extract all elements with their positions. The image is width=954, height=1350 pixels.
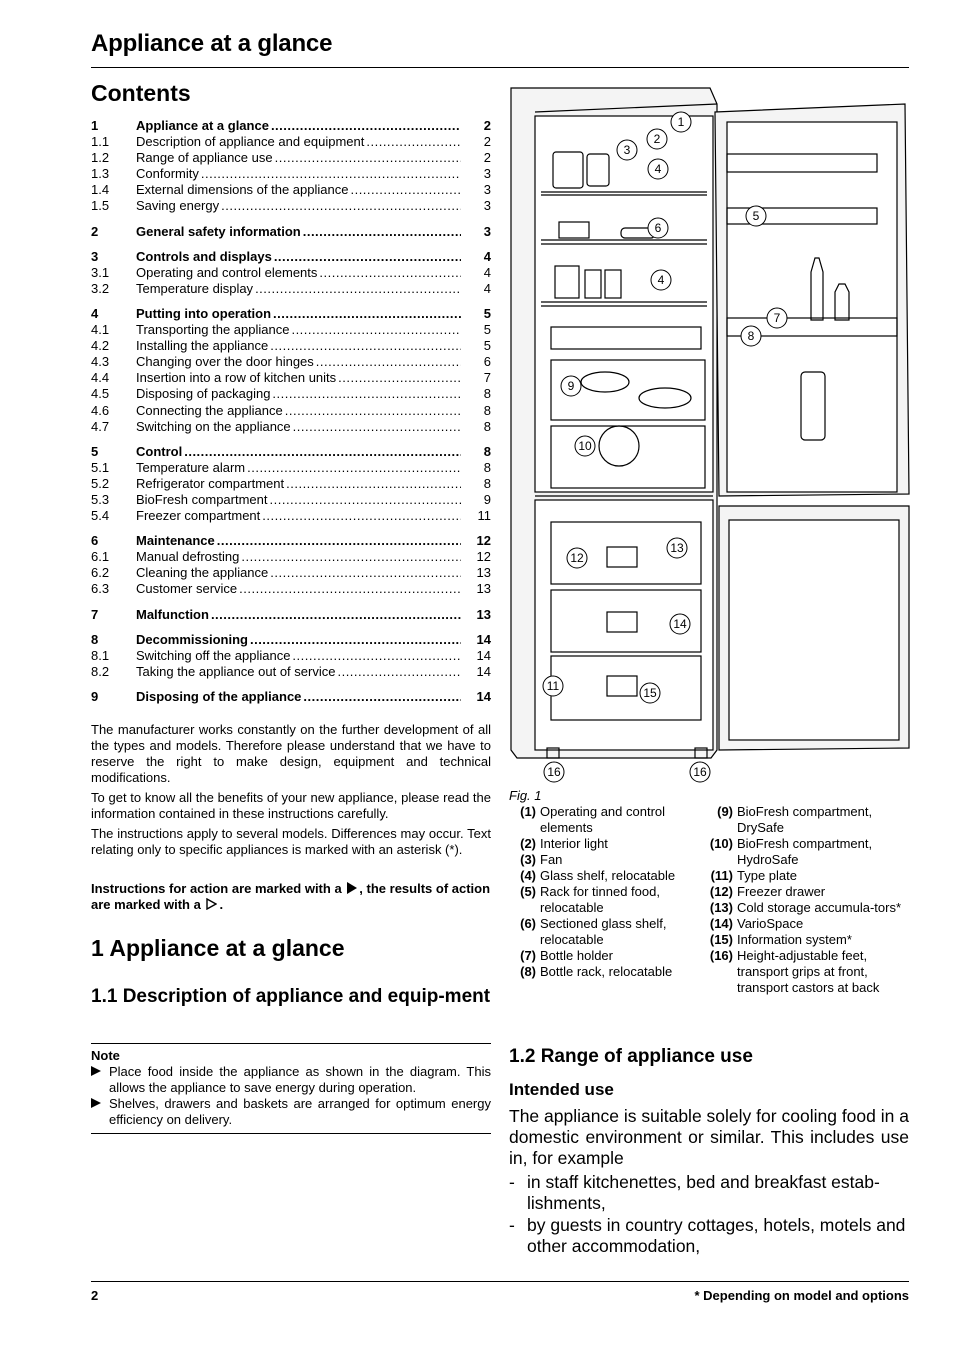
- toc-title: Controls and displays: [136, 248, 272, 264]
- toc-page: 14: [476, 631, 491, 647]
- toc-number: 1.2: [91, 150, 110, 166]
- toc-title: Insertion into a row of kitchen units: [136, 370, 337, 386]
- toc-page: 14: [476, 688, 491, 704]
- toc-leader: [292, 648, 461, 664]
- toc-leader: [270, 565, 461, 581]
- toc-page: 8: [483, 475, 491, 491]
- toc-leader: [338, 370, 461, 386]
- svg-text:7: 7: [773, 311, 781, 325]
- section-1-2-heading: 1.2 Range of appliance use: [509, 1046, 753, 1067]
- page-header-title: Appliance at a glance: [91, 30, 333, 57]
- callout: [575, 436, 595, 456]
- callout: [647, 129, 667, 149]
- toc-leader: [275, 150, 461, 166]
- header-rule: [91, 67, 909, 68]
- toc-entry[interactable]: [91, 632, 491, 648]
- toc-title: Freezer compartment: [136, 508, 261, 524]
- toc-title: Refrigerator compartment: [136, 475, 285, 491]
- toc-page: 13: [476, 565, 491, 581]
- toc-number: 4.1: [91, 322, 110, 338]
- toc-number: 5.1: [91, 459, 110, 475]
- toc-title: Maintenance: [136, 533, 215, 549]
- toc-group: [91, 306, 491, 435]
- callout: [648, 159, 668, 179]
- intro-paragraph-1: The manufacturer works constantly on the further development of all the types and models. Therefore please understand that we have to reserve the right to make design, equipment and technical modifications.: [91, 722, 491, 786]
- toc-page: 7: [483, 370, 491, 386]
- legend-item: [509, 868, 704, 884]
- toc-entry[interactable]: [91, 508, 491, 524]
- toc-page: 3: [483, 198, 491, 214]
- intro-paragraph-2: To get to know all the benefits of your new appliance, please read the information contained in these instructions carefully.: [91, 790, 491, 822]
- toc-entry[interactable]: [91, 689, 491, 705]
- toc-title: Description of appliance and equipment: [136, 134, 365, 150]
- toc-number: 1.3: [91, 166, 110, 182]
- toc-number: 6.2: [91, 565, 110, 581]
- toc-entry[interactable]: [91, 166, 491, 182]
- toc-page: 4: [483, 280, 491, 296]
- toc-title: Switching on the appliance: [136, 418, 291, 434]
- toc-entry[interactable]: [91, 118, 491, 134]
- toc-leader: [211, 607, 461, 623]
- toc-entry[interactable]: [91, 664, 491, 680]
- svg-text:13: 13: [670, 541, 684, 555]
- toc-number: 5: [91, 443, 99, 459]
- toc-title: Transporting the appliance: [136, 322, 290, 338]
- toc-leader: [239, 581, 461, 597]
- toc-leader: [217, 533, 461, 549]
- toc-title: Decommissioning: [136, 631, 248, 647]
- toc-number: 4.3: [91, 354, 110, 370]
- toc-entry[interactable]: [91, 444, 491, 460]
- callout: [767, 308, 787, 328]
- action-result-text: , the results of action are marked with a: [91, 881, 491, 913]
- toc-title: Temperature display: [136, 280, 254, 296]
- toc-page: 5: [483, 338, 491, 354]
- toc-page: 8: [483, 443, 491, 459]
- toc-title: Disposing of the appliance: [136, 688, 302, 704]
- toc-number: 8: [91, 631, 99, 647]
- page-number: 2: [91, 1288, 99, 1303]
- toc-page: 3: [483, 182, 491, 198]
- toc-leader: [221, 198, 461, 214]
- toc-number: 4.7: [91, 418, 110, 434]
- toc-number: 5.4: [91, 508, 110, 524]
- legend-item: [509, 852, 704, 868]
- toc-group: [91, 533, 491, 597]
- callout: [561, 376, 581, 396]
- svg-text:1: 1: [677, 115, 685, 129]
- toc-leader: [285, 403, 461, 419]
- toc-number: 4.4: [91, 370, 110, 386]
- legend-number: (13): [709, 900, 733, 915]
- toc-number: 8.1: [91, 647, 110, 663]
- toc-leader: [272, 386, 461, 402]
- toc-leader: [291, 322, 461, 338]
- toc-entry[interactable]: [91, 281, 491, 297]
- note-bottom-rule: [91, 1133, 491, 1134]
- toc-leader: [319, 265, 461, 281]
- svg-text:5: 5: [752, 209, 760, 223]
- toc-title: Control: [136, 443, 183, 459]
- toc-entry[interactable]: [91, 386, 491, 402]
- legend-number: (8): [520, 964, 536, 979]
- svg-text:4: 4: [654, 162, 662, 176]
- toc-leader: [273, 306, 461, 322]
- legend-number: (16): [709, 948, 733, 963]
- legend-item: [509, 804, 704, 836]
- legend-text: BioFresh compartment, HydroSafe: [737, 836, 873, 867]
- legend-number: (2): [520, 836, 536, 851]
- toc-leader: [270, 492, 462, 508]
- legend-text: Operating and control elements: [540, 804, 666, 835]
- footer-note: * Depending on model and options: [694, 1288, 909, 1303]
- toc-page: 11: [477, 508, 491, 524]
- toc-entry[interactable]: [91, 198, 491, 214]
- footer-rule: [91, 1281, 909, 1282]
- legend-item: [706, 836, 911, 868]
- toc-title: Putting into operation: [136, 305, 272, 321]
- toc-page: 3: [483, 166, 491, 182]
- toc-number: 1.1: [91, 134, 110, 150]
- action-triangle-icon: [347, 882, 357, 894]
- legend-number: (1): [520, 804, 536, 819]
- toc-entry[interactable]: [91, 419, 491, 435]
- toc-page: 8: [483, 386, 491, 402]
- toc-page: 2: [483, 150, 491, 166]
- toc-title: Switching off the appliance: [136, 647, 291, 663]
- toc-leader: [303, 224, 461, 240]
- toc-entry[interactable]: [91, 150, 491, 166]
- toc-leader: [286, 476, 461, 492]
- toc-title: External dimensions of the appliance: [136, 182, 349, 198]
- contents-title: Contents: [91, 80, 191, 106]
- callout: [617, 140, 637, 160]
- svg-text:11: 11: [546, 679, 560, 693]
- toc-page: 4: [483, 264, 491, 280]
- toc-number: 2: [91, 223, 99, 239]
- toc-entry[interactable]: [91, 533, 491, 549]
- intended-use-list: [509, 1172, 909, 1258]
- legend-text: VarioSpace: [737, 916, 804, 931]
- svg-text:15: 15: [643, 686, 657, 700]
- svg-text:4: 4: [657, 273, 665, 287]
- toc-title: Manual defrosting: [136, 549, 240, 565]
- toc-number: 1.5: [91, 198, 110, 214]
- toc-title: Malfunction: [136, 606, 209, 622]
- toc-group: [91, 444, 491, 524]
- legend-text: Glass shelf, relocatable: [540, 868, 676, 883]
- toc-number: 4.2: [91, 338, 110, 354]
- toc-number: 4.5: [91, 386, 110, 402]
- result-triangle-icon: [206, 898, 217, 910]
- callout: [640, 683, 660, 703]
- svg-text:8: 8: [747, 329, 755, 343]
- toc-title: Temperature alarm: [136, 459, 246, 475]
- svg-text:9: 9: [567, 379, 575, 393]
- toc-leader: [262, 508, 461, 524]
- legend-text: Sectioned glass shelf, relocatable: [540, 916, 667, 947]
- legend-number: (12): [709, 884, 733, 899]
- toc-number: 1.4: [91, 182, 110, 198]
- toc-group: [91, 607, 491, 623]
- toc-entry[interactable]: [91, 322, 491, 338]
- toc-group: [91, 632, 491, 680]
- action-end-text: .: [219, 897, 224, 913]
- toc-number: 4.6: [91, 402, 110, 418]
- toc-group: [91, 249, 491, 297]
- toc-page: 8: [483, 402, 491, 418]
- toc-number: 5.3: [91, 491, 110, 507]
- note-top-rule: [91, 1043, 491, 1044]
- legend-text: Information system*: [737, 932, 852, 947]
- legend-item: [706, 868, 911, 884]
- legend-item: [706, 804, 911, 836]
- callout: [544, 762, 564, 782]
- toc-entry[interactable]: [91, 134, 491, 150]
- toc-title: Connecting the appliance: [136, 402, 283, 418]
- legend-text: Height-adjustable feet, transport grips at front, transport castors at back: [737, 948, 880, 995]
- toc-entry[interactable]: [91, 460, 491, 476]
- toc-group: [91, 224, 491, 240]
- legend-item: [509, 948, 704, 964]
- legend-item: [706, 884, 911, 900]
- action-instruction-text: Instructions for action are marked with a: [91, 881, 342, 896]
- legend-number: (5): [520, 884, 536, 899]
- toc-entry[interactable]: [91, 648, 491, 664]
- toc-number: 3: [91, 248, 99, 264]
- callout: [567, 548, 587, 568]
- legend-item: [509, 884, 704, 916]
- toc-leader: [184, 444, 461, 460]
- note-bullet-icon: [91, 1064, 109, 1096]
- toc-page: 12: [476, 549, 491, 565]
- legend-text: Bottle rack, relocatable: [540, 964, 673, 979]
- intro-paragraph-3: The instructions apply to several models. Differences may occur. Text relating only to specific appliances is marked with an asterisk (*).: [91, 826, 491, 858]
- toc-page: 9: [483, 491, 491, 507]
- legend-text: Type plate: [737, 868, 797, 883]
- toc-number: 7: [91, 606, 99, 622]
- intro-paragraph-4: [91, 881, 491, 913]
- toc-leader: [303, 689, 461, 705]
- toc-title: Installing the appliance: [136, 338, 269, 354]
- toc-page: 8: [483, 418, 491, 434]
- toc-title: Disposing of packaging: [136, 386, 271, 402]
- legend-number: (6): [520, 916, 536, 931]
- legend-item: [706, 916, 911, 932]
- legend-number: (14): [709, 916, 733, 931]
- toc-page: 5: [483, 322, 491, 338]
- toc-number: 8.2: [91, 663, 110, 679]
- note-list: [91, 1064, 491, 1128]
- svg-text:10: 10: [578, 439, 592, 453]
- callout: [543, 676, 563, 696]
- toc-entry[interactable]: [91, 565, 491, 581]
- toc-leader: [241, 549, 461, 565]
- callout: [651, 270, 671, 290]
- toc-number: 6.3: [91, 581, 110, 597]
- toc-title: Taking the appliance out of service: [136, 663, 336, 679]
- toc-group: [91, 689, 491, 705]
- section-1-heading: 1 Appliance at a glance: [91, 935, 345, 961]
- note-item: Place food inside the appliance as shown in the diagram. This allows the appliance to save energy during operation.: [91, 1064, 491, 1096]
- toc-page: 13: [476, 606, 491, 622]
- toc-leader: [337, 664, 461, 680]
- toc-entry[interactable]: [91, 224, 491, 240]
- legend-text: Rack for tinned food, relocatable: [540, 884, 660, 915]
- legend-item: [509, 836, 704, 852]
- toc-page: 2: [483, 134, 491, 150]
- legend-text: Freezer drawer: [737, 884, 826, 899]
- svg-text:16: 16: [693, 765, 707, 779]
- legend-item: [706, 900, 911, 916]
- note-item: Shelves, drawers and baskets are arranged for optimum energy efficiency on delivery.: [91, 1096, 491, 1128]
- legend-number: (10): [709, 836, 733, 851]
- toc-title: Appliance at a glance: [136, 118, 269, 133]
- legend-item: [509, 916, 704, 948]
- legend-number: (4): [520, 868, 536, 883]
- toc-page: 3: [483, 223, 491, 239]
- section-1-1-heading: 1.1 Description of appliance and equip-ment: [91, 986, 491, 1007]
- toc-page: 5: [483, 305, 491, 321]
- svg-text:16: 16: [547, 765, 561, 779]
- legend-number: (15): [709, 932, 733, 947]
- legend-number: (11): [710, 868, 733, 883]
- toc-number: 3.1: [91, 264, 110, 280]
- toc-page: 14: [476, 663, 491, 679]
- svg-text:2: 2: [653, 132, 661, 146]
- toc-entry[interactable]: [91, 249, 491, 265]
- toc-leader: [293, 419, 461, 435]
- toc-leader: [270, 338, 461, 354]
- figure-legend-right: [706, 804, 911, 996]
- legend-number: (3): [520, 852, 536, 867]
- callout: [671, 112, 691, 132]
- legend-number: (7): [520, 948, 536, 963]
- toc-title: Operating and control elements: [136, 264, 318, 280]
- table-of-contents: [91, 118, 491, 714]
- toc-entry[interactable]: [91, 581, 491, 597]
- toc-title: Conformity: [136, 166, 199, 182]
- toc-number: 6: [91, 533, 99, 549]
- legend-text: Cold storage accumula-tors*: [737, 900, 902, 915]
- legend-item: [706, 948, 911, 996]
- toc-page: 13: [476, 581, 491, 597]
- intended-use-text: The appliance is suitable solely for cooling food in a domestic environment or similar. This includes use in, for example: [509, 1106, 909, 1168]
- toc-group: [91, 118, 491, 215]
- toc-page: 14: [476, 647, 491, 663]
- list-item: - by guests in country cottages, hotels, motels and other accommodation,: [509, 1215, 906, 1256]
- toc-number: 1: [91, 118, 99, 133]
- toc-title: BioFresh compartment: [136, 491, 268, 507]
- svg-text:6: 6: [654, 221, 662, 235]
- toc-title: General safety information: [136, 223, 301, 239]
- toc-leader: [250, 632, 461, 648]
- toc-title: Saving energy: [136, 198, 220, 214]
- toc-entry[interactable]: [91, 338, 491, 354]
- toc-entry[interactable]: [91, 607, 491, 623]
- toc-leader: [350, 182, 461, 198]
- toc-entry[interactable]: [91, 476, 491, 492]
- toc-title: Cleaning the appliance: [136, 565, 269, 581]
- toc-page: 4: [483, 248, 491, 264]
- toc-number: 6.1: [91, 549, 110, 565]
- toc-leader: [255, 281, 461, 297]
- callout: [667, 538, 687, 558]
- toc-title: Range of appliance use: [136, 150, 273, 166]
- svg-text:14: 14: [673, 617, 687, 631]
- intended-use-heading: Intended use: [509, 1080, 614, 1099]
- toc-leader: [274, 249, 461, 265]
- figure-caption: Fig. 1: [509, 788, 542, 803]
- legend-text: BioFresh compartment, DrySafe: [737, 804, 873, 835]
- toc-title: Customer service: [136, 581, 238, 597]
- toc-entry[interactable]: [91, 370, 491, 386]
- toc-page: 2: [483, 118, 491, 133]
- note-label: Note: [91, 1048, 120, 1063]
- toc-leader: [201, 166, 461, 182]
- legend-item: [509, 964, 704, 980]
- toc-entry[interactable]: [91, 265, 491, 281]
- legend-text: Bottle holder: [540, 948, 613, 963]
- toc-number: 3.2: [91, 280, 110, 296]
- callout: [741, 326, 761, 346]
- toc-entry[interactable]: [91, 306, 491, 322]
- legend-number: (9): [717, 804, 733, 819]
- note-bullet-icon: [91, 1096, 109, 1128]
- toc-entry[interactable]: [91, 492, 491, 508]
- appliance-diagram: [505, 82, 915, 784]
- toc-number: 9: [91, 688, 99, 704]
- legend-item: [706, 932, 911, 948]
- toc-page: 6: [483, 354, 491, 370]
- toc-entry[interactable]: [91, 354, 491, 370]
- toc-entry[interactable]: [91, 403, 491, 419]
- toc-title: Changing over the door hinges: [136, 354, 314, 370]
- figure-legend-left: [509, 804, 704, 980]
- toc-leader: [366, 134, 461, 150]
- legend-text: Interior light: [540, 836, 608, 851]
- toc-entry[interactable]: [91, 182, 491, 198]
- toc-leader: [316, 354, 461, 370]
- toc-leader: [247, 460, 461, 476]
- toc-leader: [271, 118, 461, 134]
- callout: [690, 762, 710, 782]
- legend-text: Fan: [540, 852, 563, 867]
- toc-entry[interactable]: [91, 549, 491, 565]
- svg-text:12: 12: [570, 551, 584, 565]
- svg-text:3: 3: [623, 143, 631, 157]
- toc-page: 8: [483, 459, 491, 475]
- callout: [648, 218, 668, 238]
- callout: [670, 614, 690, 634]
- list-item: - in staff kitchenettes, bed and breakfast estab-lishments,: [509, 1172, 880, 1213]
- toc-number: 5.2: [91, 475, 110, 491]
- toc-page: 12: [476, 533, 491, 549]
- callout: [746, 206, 766, 226]
- toc-number: 4: [91, 305, 99, 321]
